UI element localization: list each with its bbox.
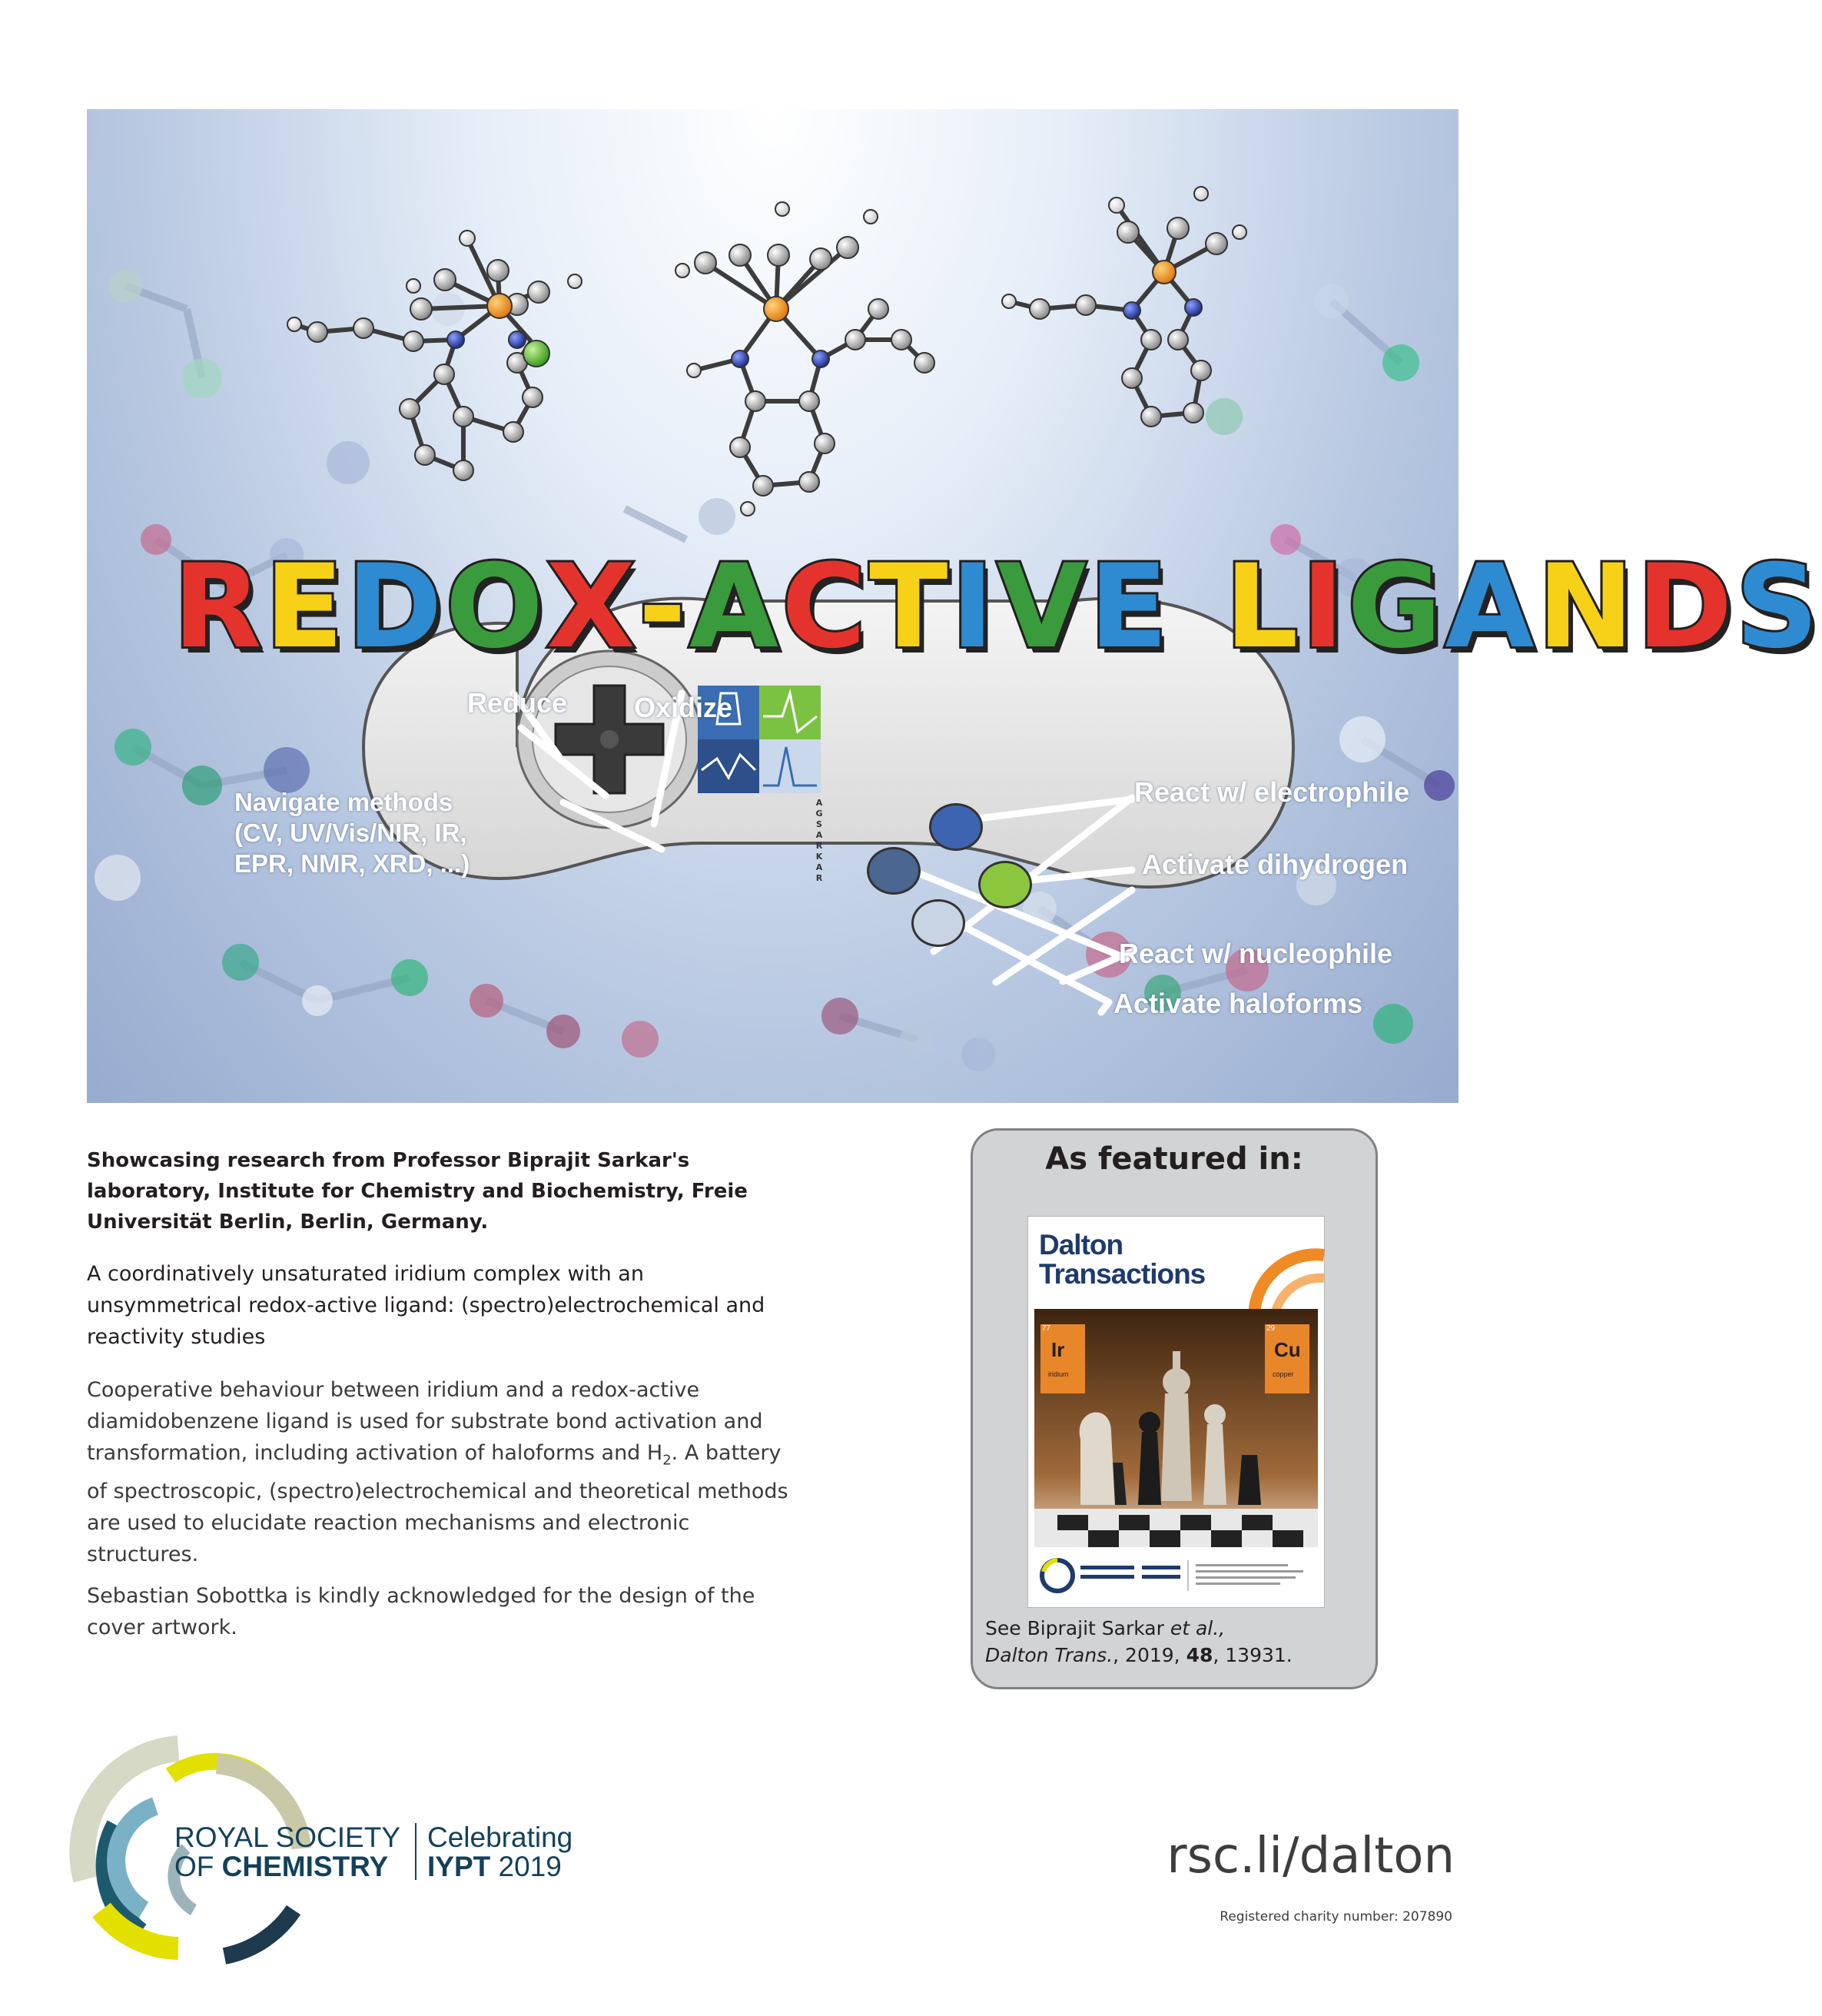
headline-letter: A <box>1445 540 1538 674</box>
citation-authors: See Biprajit Sarkar <box>985 1617 1170 1639</box>
iypt-celebration <box>427 1823 572 1881</box>
headline-letter: N <box>1537 540 1637 674</box>
element-left-symbol: Ir <box>1051 1338 1065 1361</box>
element-right-number: 29 <box>1266 1324 1276 1333</box>
rsc-name-line-2 <box>174 1852 400 1881</box>
charity-number: Registered charity number: 207890 <box>1220 1909 1452 1925</box>
abstract-part-1: Cooperative behaviour between iridium and a redox-active diamidobenzene ligand is used for substrate bond activation and transformation, including activation of haloforms and H <box>87 1378 763 1465</box>
featured-heading: As featured in: <box>1045 1141 1303 1177</box>
rsc-name <box>174 1823 400 1881</box>
headline-letter: O <box>445 540 547 674</box>
element-left-number: 77 <box>1042 1324 1051 1333</box>
cover-headline <box>173 540 1822 674</box>
oxidize-label: Oxidize <box>634 692 733 723</box>
rsc-chemistry: CHEMISTRY <box>221 1851 389 1882</box>
headline-letter: I <box>951 540 997 674</box>
journal-url[interactable]: rsc.li/dalton <box>1167 1828 1455 1885</box>
journal-cover-thumbnail[interactable] <box>1028 1217 1324 1607</box>
headline-letter: R <box>173 540 265 674</box>
citation-year: , 2019, <box>1113 1644 1186 1666</box>
journal-cover-scene <box>1034 1309 1318 1547</box>
group-logo-letters <box>814 798 825 884</box>
rsc-of: OF <box>174 1851 214 1882</box>
rsc-divider <box>415 1823 417 1880</box>
iypt-line-2 <box>427 1852 572 1881</box>
citation <box>985 1615 1369 1669</box>
headline-letter: D <box>346 540 446 674</box>
iypt-line-1: Celebrating <box>427 1822 573 1853</box>
group-logo-letter: A <box>815 830 823 840</box>
group-logo-letter: G <box>815 809 823 819</box>
headline-letter: L <box>1224 540 1302 674</box>
dihydrogen-label: Activate dihydrogen <box>1142 849 1409 880</box>
abstract-subscript: 2 <box>662 1452 672 1469</box>
haloforms-label: Activate haloforms <box>1113 988 1363 1019</box>
element-left-name: iridium <box>1048 1370 1069 1378</box>
headline-letter: T <box>869 540 951 674</box>
headline-letter: G <box>1347 540 1445 674</box>
abstract-part-2: . A battery of spectroscopic, (spectro)electrochemical and theoretical methods are used to elucidate reaction mechanisms and electronic structures. <box>87 1441 788 1567</box>
citation-journal: Dalton Trans. <box>985 1644 1113 1666</box>
reduce-label: Reduce <box>467 687 568 719</box>
group-logo-letter: A <box>815 862 823 872</box>
citation-et-al: et al., <box>1170 1617 1226 1639</box>
headline-letter: A <box>689 540 782 674</box>
electrophile-button <box>929 803 983 851</box>
article-title: A coordinatively unsaturated iridium complex with an unsymmetrical redox-active ligand: (spectro)electrochemical and reactivity studies <box>87 1262 765 1349</box>
nucleophile-label: React w/ nucleophile <box>1119 938 1393 969</box>
headline-letter: E <box>264 540 347 674</box>
showcase-text: Showcasing research from Professor Biprajit Sarkar's laboratory, Institute for Chemistry and Biochemistry, Freie Universität Berlin, Berlin, Germany. <box>87 1149 748 1234</box>
headline-letter: E <box>1089 540 1171 674</box>
element-right-name: copper <box>1273 1370 1294 1378</box>
group-logo-letter: R <box>815 841 823 851</box>
group-logo-letter: A <box>815 798 823 808</box>
headline-letter: - <box>638 540 689 674</box>
group-logo-letter: S <box>816 819 822 829</box>
headline-letter: C <box>782 540 870 674</box>
nucleophile-button <box>867 847 921 895</box>
headline-letter: S <box>1735 540 1822 674</box>
citation-line-2 <box>985 1642 1369 1669</box>
group-logo-letter: R <box>815 873 823 883</box>
citation-pages: , 13931. <box>1213 1644 1293 1666</box>
abstract <box>87 1374 794 1570</box>
headline-letter: X <box>546 540 639 674</box>
rsc-name-line-1: ROYAL SOCIETY <box>174 1822 401 1853</box>
journal-name: Dalton Transactions <box>1039 1229 1206 1290</box>
navigate-label: Navigate methods (CV, UV/Vis/NIR, IR, EPR, NMR, XRD, ...) <box>234 788 470 878</box>
headline-letter: I <box>1301 540 1348 674</box>
haloforms-button <box>911 899 965 947</box>
group-logo-letter: K <box>815 852 823 862</box>
acknowledgement: Sebastian Sobottka is kindly acknowledged for the design of the cover artwork. <box>87 1584 755 1639</box>
cover-artwork <box>87 109 1822 1103</box>
iypt-acronym: IYPT <box>427 1851 491 1882</box>
headline-letter: D <box>1637 540 1736 674</box>
element-right-symbol: Cu <box>1274 1338 1301 1361</box>
iypt-year: 2019 <box>490 1851 562 1882</box>
electrophile-label: React w/ electrophile <box>1134 776 1410 808</box>
featured-box <box>971 1128 1378 1689</box>
journal-cover-footer <box>1034 1549 1318 1603</box>
dihydrogen-button <box>978 861 1032 908</box>
headline-letter: V <box>997 540 1090 674</box>
citation-volume: 48 <box>1186 1644 1213 1666</box>
citation-line-1 <box>985 1615 1369 1642</box>
